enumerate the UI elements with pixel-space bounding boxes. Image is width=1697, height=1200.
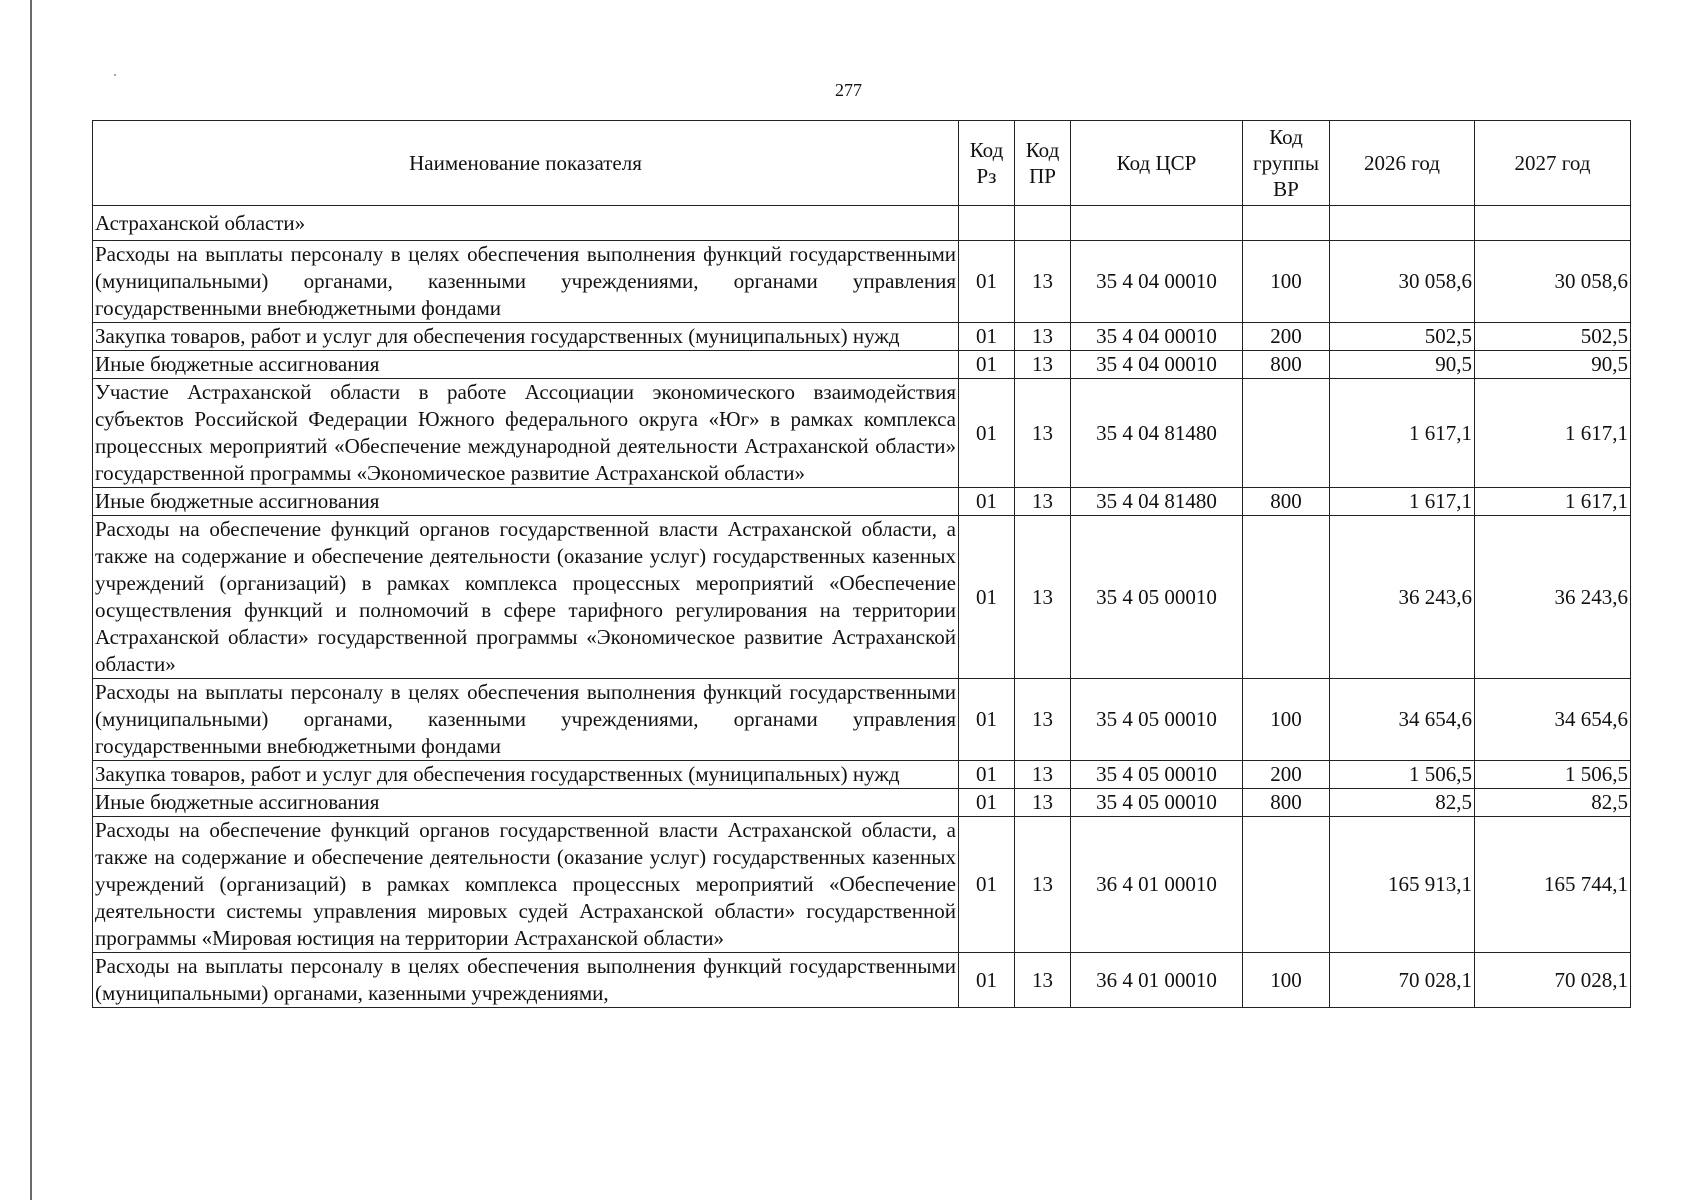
cell-2027: 34 654,6 [1475,679,1631,761]
cell-csr: 36 4 01 00010 [1071,953,1243,1008]
cell-rz: 01 [959,516,1015,679]
cell-vr: 200 [1243,323,1330,351]
cell-2027: 1 506,5 [1475,761,1631,789]
header-2026: 2026 год [1330,121,1475,206]
cell-name: Расходы на выплаты персоналу в целях обеспечения выполнения функций государственными (муниципальными) органами, казенными учреждениями, органами управления государственными внебюджетными фондами [93,241,959,323]
cell-rz: 01 [959,241,1015,323]
cell-rz [959,206,1015,241]
table-row [93,789,1631,817]
table-row [93,379,1631,488]
cell-2027: 82,5 [1475,789,1631,817]
header-vr: Код группы ВР [1243,121,1330,206]
cell-csr: 35 4 05 00010 [1071,679,1243,761]
cell-name: Расходы на обеспечение функций органов государственной власти Астраханской области, а также на содержание и обеспечение деятельности (оказание услуг) государственных казенных учреждений (организаций) в рамках комплекса процессных мероприятий «Обеспечение осуществления функций и полномочий в сфере тарифного регулирования на территории Астраханской области» государственной программы «Экономическое развитие Астраханской области» [93,516,959,679]
cell-rz: 01 [959,323,1015,351]
cell-vr: 200 [1243,761,1330,789]
cell-rz: 01 [959,679,1015,761]
cell-vr: 800 [1243,351,1330,379]
budget-table [92,120,1631,1008]
cell-csr: 35 4 05 00010 [1071,516,1243,679]
cell-pr: 13 [1015,789,1071,817]
table-row [93,761,1631,789]
header-rz: Код Рз [959,121,1015,206]
table-row [93,323,1631,351]
cell-2026: 1 617,1 [1330,379,1475,488]
cell-2027: 30 058,6 [1475,241,1631,323]
cell-2027: 36 243,6 [1475,516,1631,679]
cell-2027: 165 744,1 [1475,817,1631,953]
cell-name: Астраханской области» [93,206,959,241]
cell-rz: 01 [959,953,1015,1008]
cell-pr: 13 [1015,516,1071,679]
table-header [93,121,1631,206]
cell-2026: 30 058,6 [1330,241,1475,323]
table-row [93,351,1631,379]
cell-2027: 502,5 [1475,323,1631,351]
cell-pr: 13 [1015,323,1071,351]
cell-2026: 34 654,6 [1330,679,1475,761]
cell-2026: 502,5 [1330,323,1475,351]
cell-2026: 82,5 [1330,789,1475,817]
cell-vr: 100 [1243,953,1330,1008]
cell-2027 [1475,206,1631,241]
cell-csr: 35 4 05 00010 [1071,761,1243,789]
table-row [93,488,1631,516]
cell-pr [1015,206,1071,241]
cell-rz: 01 [959,351,1015,379]
cell-name: Иные бюджетные ассигнования [93,488,959,516]
cell-rz: 01 [959,379,1015,488]
cell-vr: 100 [1243,241,1330,323]
cell-2026: 70 028,1 [1330,953,1475,1008]
header-pr: Код ПР [1015,121,1071,206]
cell-2026: 1 506,5 [1330,761,1475,789]
cell-pr: 13 [1015,817,1071,953]
table-row [93,679,1631,761]
cell-vr [1243,817,1330,953]
cell-2026: 90,5 [1330,351,1475,379]
cell-csr: 35 4 04 00010 [1071,241,1243,323]
cell-csr: 35 4 04 00010 [1071,351,1243,379]
cell-vr [1243,379,1330,488]
cell-name: Расходы на обеспечение функций органов государственной власти Астраханской области, а также на содержание и обеспечение деятельности (оказание услуг) государственных казенных учреждений (организаций) в рамках комплекса процессных мероприятий «Обеспечение деятельности системы управления мировых судей Астраханской области» государственной программы «Мировая юстиция на территории Астраханской области» [93,817,959,953]
header-csr: Код ЦСР [1071,121,1243,206]
cell-csr: 35 4 04 81480 [1071,379,1243,488]
cell-2026: 36 243,6 [1330,516,1475,679]
table-body [93,206,1631,1008]
cell-vr [1243,206,1330,241]
cell-name: Закупка товаров, работ и услуг для обеспечения государственных (муниципальных) нужд [93,761,959,789]
cell-pr: 13 [1015,679,1071,761]
cell-rz: 01 [959,817,1015,953]
cell-2026: 165 913,1 [1330,817,1475,953]
cell-vr: 800 [1243,789,1330,817]
table-row [93,241,1631,323]
cell-name: Иные бюджетные ассигнования [93,351,959,379]
table-row [93,516,1631,679]
page-number: 277 [835,80,862,100]
cell-2026: 1 617,1 [1330,488,1475,516]
cell-2026 [1330,206,1475,241]
cell-pr: 13 [1015,241,1071,323]
cell-pr: 13 [1015,761,1071,789]
table-row [93,817,1631,953]
cell-2027: 90,5 [1475,351,1631,379]
cell-pr: 13 [1015,351,1071,379]
scan-speck [114,74,116,76]
cell-pr: 13 [1015,953,1071,1008]
cell-2027: 1 617,1 [1475,488,1631,516]
table-row [93,206,1631,241]
table-row [93,953,1631,1008]
cell-csr: 36 4 01 00010 [1071,817,1243,953]
cell-name: Участие Астраханской области в работе Ассоциации экономического взаимодействия субъектов Российской Федерации Южного федерального округа «Юг» в рамках комплекса процессных мероприятий «Обеспечение международной деятельности Астраханской области» государственной программы «Экономическое развитие Астраханской области» [93,379,959,488]
cell-pr: 13 [1015,488,1071,516]
cell-name: Расходы на выплаты персоналу в целях обеспечения выполнения функций государственными (муниципальными) органами, казенными учреждениями, [93,953,959,1008]
cell-rz: 01 [959,789,1015,817]
cell-name: Закупка товаров, работ и услуг для обеспечения государственных (муниципальных) нужд [93,323,959,351]
cell-csr: 35 4 04 81480 [1071,488,1243,516]
cell-pr: 13 [1015,379,1071,488]
cell-2027: 70 028,1 [1475,953,1631,1008]
cell-name: Иные бюджетные ассигнования [93,789,959,817]
cell-csr: 35 4 05 00010 [1071,789,1243,817]
header-name: Наименование показателя [93,121,959,206]
cell-csr [1071,206,1243,241]
cell-name: Расходы на выплаты персоналу в целях обеспечения выполнения функций государственными (муниципальными) органами, казенными учреждениями, органами управления государственными внебюджетными фондами [93,679,959,761]
cell-vr: 800 [1243,488,1330,516]
page-binding-edge [30,0,32,1200]
cell-vr: 100 [1243,679,1330,761]
cell-rz: 01 [959,761,1015,789]
cell-csr: 35 4 04 00010 [1071,323,1243,351]
cell-vr [1243,516,1330,679]
cell-2027: 1 617,1 [1475,379,1631,488]
header-2027: 2027 год [1475,121,1631,206]
cell-rz: 01 [959,488,1015,516]
